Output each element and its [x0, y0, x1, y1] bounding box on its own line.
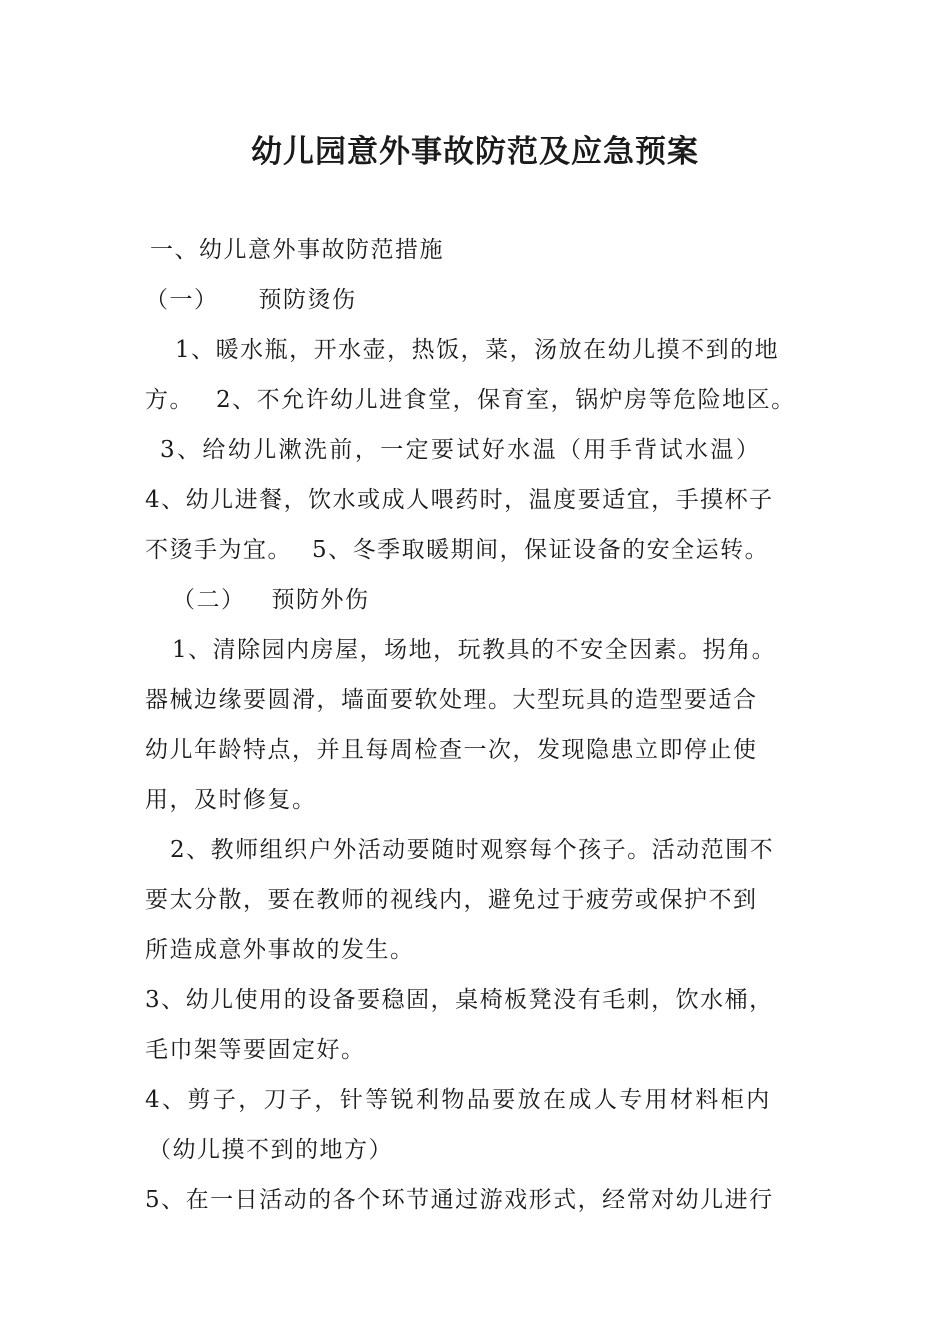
- paragraph-line: 3、给幼儿漱洗前，一定要试好水温（用手背试水温）: [160, 437, 762, 463]
- paragraph-line: 1、清除园内房屋，场地，玩教具的不安全因素。拐角。: [172, 637, 777, 663]
- paragraph-line: 毛巾架等要固定好。: [145, 1037, 366, 1063]
- paragraph-text: 5、冬季取暖期间，保证设备的安全运转。: [312, 537, 770, 563]
- paragraph-line: 幼儿年龄特点，并且每周检查一次，发现隐患立即停止使: [145, 737, 758, 763]
- paragraph-line: [145, 383, 796, 417]
- subsection-heading-injuries: [172, 583, 370, 617]
- paragraph-line: 5、在一日活动的各个环节通过游戏形式，经常对幼儿进行: [145, 1187, 774, 1213]
- paragraph-line: 4、剪子，刀子，针等锐利物品要放在成人专用材料柜内: [145, 1087, 772, 1113]
- subsection-label: 预防外伤: [271, 587, 370, 613]
- paragraph-text: 不烫手为宜。: [145, 537, 292, 563]
- paragraph-text: 2、不允许幼儿进食堂，保育室，锅炉房等危险地区。: [216, 387, 796, 413]
- paragraph-line: 器械边缘要圆滑，墙面要软处理。大型玩具的造型要适合: [145, 687, 758, 713]
- paragraph-line: 要太分散，要在教师的视线内，避免过于疲劳或保护不到: [145, 887, 758, 913]
- paragraph-line: [145, 533, 769, 567]
- subsection-heading-burns: [145, 283, 357, 317]
- document-title: 幼儿园意外事故防范及应急预案: [251, 134, 699, 170]
- paragraph-line: 3、幼儿使用的设备要稳固，桌椅板凳没有毛刺，饮水桶，: [145, 987, 774, 1013]
- section-heading: 一、幼儿意外事故防范措施: [150, 237, 444, 263]
- paragraph-line: 1、暖水瓶，开水壶，热饭，菜，汤放在幼儿摸不到的地: [175, 337, 780, 363]
- paragraph-line: 所造成意外事故的发生。: [145, 937, 415, 963]
- paragraph-line: （幼儿摸不到的地方）: [148, 1137, 393, 1163]
- paragraph-text: 方。: [145, 387, 194, 413]
- paragraph-line: 用，及时修复。: [145, 787, 317, 813]
- subsection-number: （二）: [172, 587, 246, 613]
- subsection-number: （一）: [145, 287, 219, 313]
- paragraph-line: 4、幼儿进餐，饮水或成人喂药时，温度要适宜，手摸杯子: [145, 487, 774, 513]
- subsection-label: 预防烫伤: [258, 287, 357, 313]
- paragraph-line: 2、教师组织户外活动要随时观察每个孩子。活动范围不: [170, 837, 775, 863]
